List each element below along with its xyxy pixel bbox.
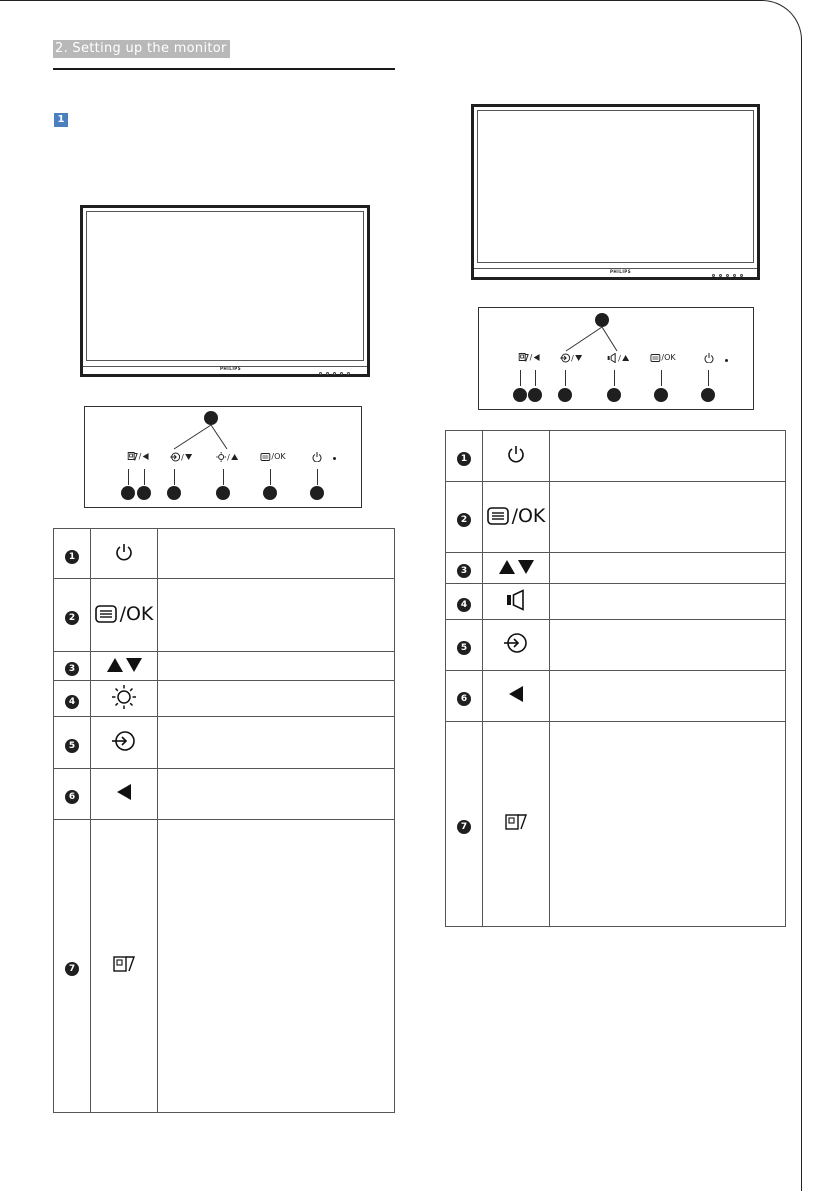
smartimage-icon bbox=[128, 452, 138, 461]
panel-label-smartimage: / bbox=[128, 452, 149, 461]
row-number: 5 bbox=[457, 641, 471, 655]
table-row bbox=[54, 769, 395, 820]
panel-label-brightness: / bbox=[216, 452, 238, 462]
panel-label-input: / bbox=[170, 452, 192, 462]
row-number: 4 bbox=[65, 695, 79, 709]
section-header-title: 2. Setting up the monitor bbox=[53, 40, 230, 58]
left-arrow-icon bbox=[509, 686, 523, 702]
row-number: 6 bbox=[65, 790, 79, 804]
input-icon bbox=[504, 632, 528, 654]
panel-label-menu: /OK bbox=[650, 353, 675, 362]
monitor-front-buttons bbox=[319, 372, 350, 375]
left-arrow-icon bbox=[117, 784, 131, 800]
row-description bbox=[550, 584, 786, 620]
row-description bbox=[158, 820, 395, 1113]
down-arrow-icon bbox=[518, 560, 534, 574]
down-arrow-icon bbox=[126, 658, 142, 672]
callout-1 bbox=[310, 486, 324, 500]
row-description bbox=[550, 722, 786, 927]
row-number: 6 bbox=[457, 692, 471, 706]
row-description bbox=[550, 620, 786, 671]
callout-2 bbox=[263, 486, 277, 500]
up-arrow-icon bbox=[107, 658, 123, 672]
left-arrow-icon bbox=[533, 354, 539, 361]
table-row bbox=[54, 717, 395, 769]
row-number: 7 bbox=[65, 962, 79, 976]
row-description bbox=[550, 671, 786, 722]
table-row bbox=[446, 722, 786, 927]
callout-1 bbox=[701, 388, 715, 402]
callout-6 bbox=[528, 388, 542, 402]
table-row bbox=[54, 681, 395, 717]
monitor-screen bbox=[86, 211, 364, 361]
panel-label-power bbox=[704, 353, 714, 363]
power-led bbox=[725, 359, 728, 362]
power-icon bbox=[704, 353, 714, 363]
power-icon bbox=[115, 543, 133, 561]
volume-icon bbox=[506, 589, 526, 611]
row-number: 4 bbox=[457, 598, 471, 612]
left-arrow-icon bbox=[142, 453, 148, 460]
table-row bbox=[446, 431, 786, 482]
row-description bbox=[550, 553, 786, 584]
brand-logo: PHILIPS bbox=[220, 366, 242, 371]
menu-icon bbox=[650, 354, 660, 362]
down-arrow-icon bbox=[185, 454, 192, 460]
brand-logo: PHILIPS bbox=[610, 269, 632, 274]
row-description bbox=[158, 769, 395, 820]
brightness-icon bbox=[216, 452, 226, 462]
power-icon bbox=[312, 452, 322, 462]
page-border-top bbox=[0, 0, 762, 1]
callout-6 bbox=[137, 486, 151, 500]
menu-icon bbox=[487, 507, 509, 525]
smartimage-icon bbox=[113, 955, 135, 973]
up-arrow-icon bbox=[499, 560, 515, 574]
table-row bbox=[446, 553, 786, 584]
monitor-front-buttons bbox=[712, 274, 743, 277]
row-description bbox=[158, 681, 395, 717]
row-number: 1 bbox=[65, 550, 79, 564]
row-description bbox=[158, 579, 395, 652]
row-number: 2 bbox=[457, 513, 471, 527]
down-arrow-icon bbox=[575, 355, 582, 361]
table-row bbox=[446, 584, 786, 620]
page-border-corner bbox=[762, 0, 802, 40]
monitor-illustration-right bbox=[471, 104, 760, 280]
panel-label-input: / bbox=[560, 353, 582, 363]
row-number: 5 bbox=[65, 739, 79, 753]
callout-2 bbox=[654, 388, 668, 402]
up-arrow-icon bbox=[622, 355, 629, 361]
up-arrow-icon bbox=[231, 454, 238, 460]
callout-5 bbox=[167, 486, 181, 500]
controls-table-right bbox=[445, 430, 786, 927]
row-description bbox=[550, 431, 786, 482]
input-icon bbox=[560, 353, 570, 363]
menu-icon bbox=[260, 453, 270, 461]
row-description bbox=[158, 652, 395, 681]
callout-4 bbox=[607, 388, 621, 402]
smartimage-icon bbox=[505, 813, 527, 831]
input-icon bbox=[170, 452, 180, 462]
callout-4 bbox=[216, 486, 230, 500]
table-row bbox=[54, 820, 395, 1113]
table-row bbox=[54, 579, 395, 652]
header-rule bbox=[53, 68, 395, 70]
row-description bbox=[550, 482, 786, 553]
controls-table-left bbox=[53, 528, 395, 1113]
volume-icon bbox=[607, 353, 617, 363]
section-number-badge: 1 bbox=[54, 113, 68, 127]
ok-label: /OK bbox=[119, 603, 154, 625]
callout-7 bbox=[513, 388, 527, 402]
panel-label-power bbox=[312, 452, 322, 462]
table-row bbox=[446, 671, 786, 722]
ok-label: /OK bbox=[511, 505, 546, 527]
table-row bbox=[446, 620, 786, 671]
callout-7 bbox=[121, 486, 135, 500]
table-row bbox=[54, 652, 395, 681]
table-row bbox=[54, 529, 395, 579]
brightness-icon bbox=[112, 685, 136, 709]
row-description bbox=[158, 717, 395, 769]
menu-icon bbox=[95, 605, 117, 623]
input-icon bbox=[112, 730, 136, 752]
power-led bbox=[333, 457, 336, 460]
panel-label-smartimage: / bbox=[519, 353, 540, 362]
panel-label-volume: / bbox=[607, 353, 629, 363]
callout-5 bbox=[558, 388, 572, 402]
panel-label-menu: /OK bbox=[260, 452, 285, 461]
power-icon bbox=[507, 445, 525, 463]
row-number: 1 bbox=[457, 452, 471, 466]
monitor-illustration-left bbox=[80, 205, 370, 377]
control-panel-right bbox=[478, 307, 754, 410]
row-number: 2 bbox=[65, 611, 79, 625]
table-row bbox=[446, 482, 786, 553]
smartimage-icon bbox=[519, 353, 529, 362]
row-number: 7 bbox=[457, 820, 471, 834]
control-panel-left bbox=[84, 406, 362, 508]
row-number: 3 bbox=[65, 662, 79, 676]
monitor-screen bbox=[477, 110, 754, 263]
row-number: 3 bbox=[457, 564, 471, 578]
row-description bbox=[158, 529, 395, 579]
page-border-right bbox=[801, 38, 802, 1191]
